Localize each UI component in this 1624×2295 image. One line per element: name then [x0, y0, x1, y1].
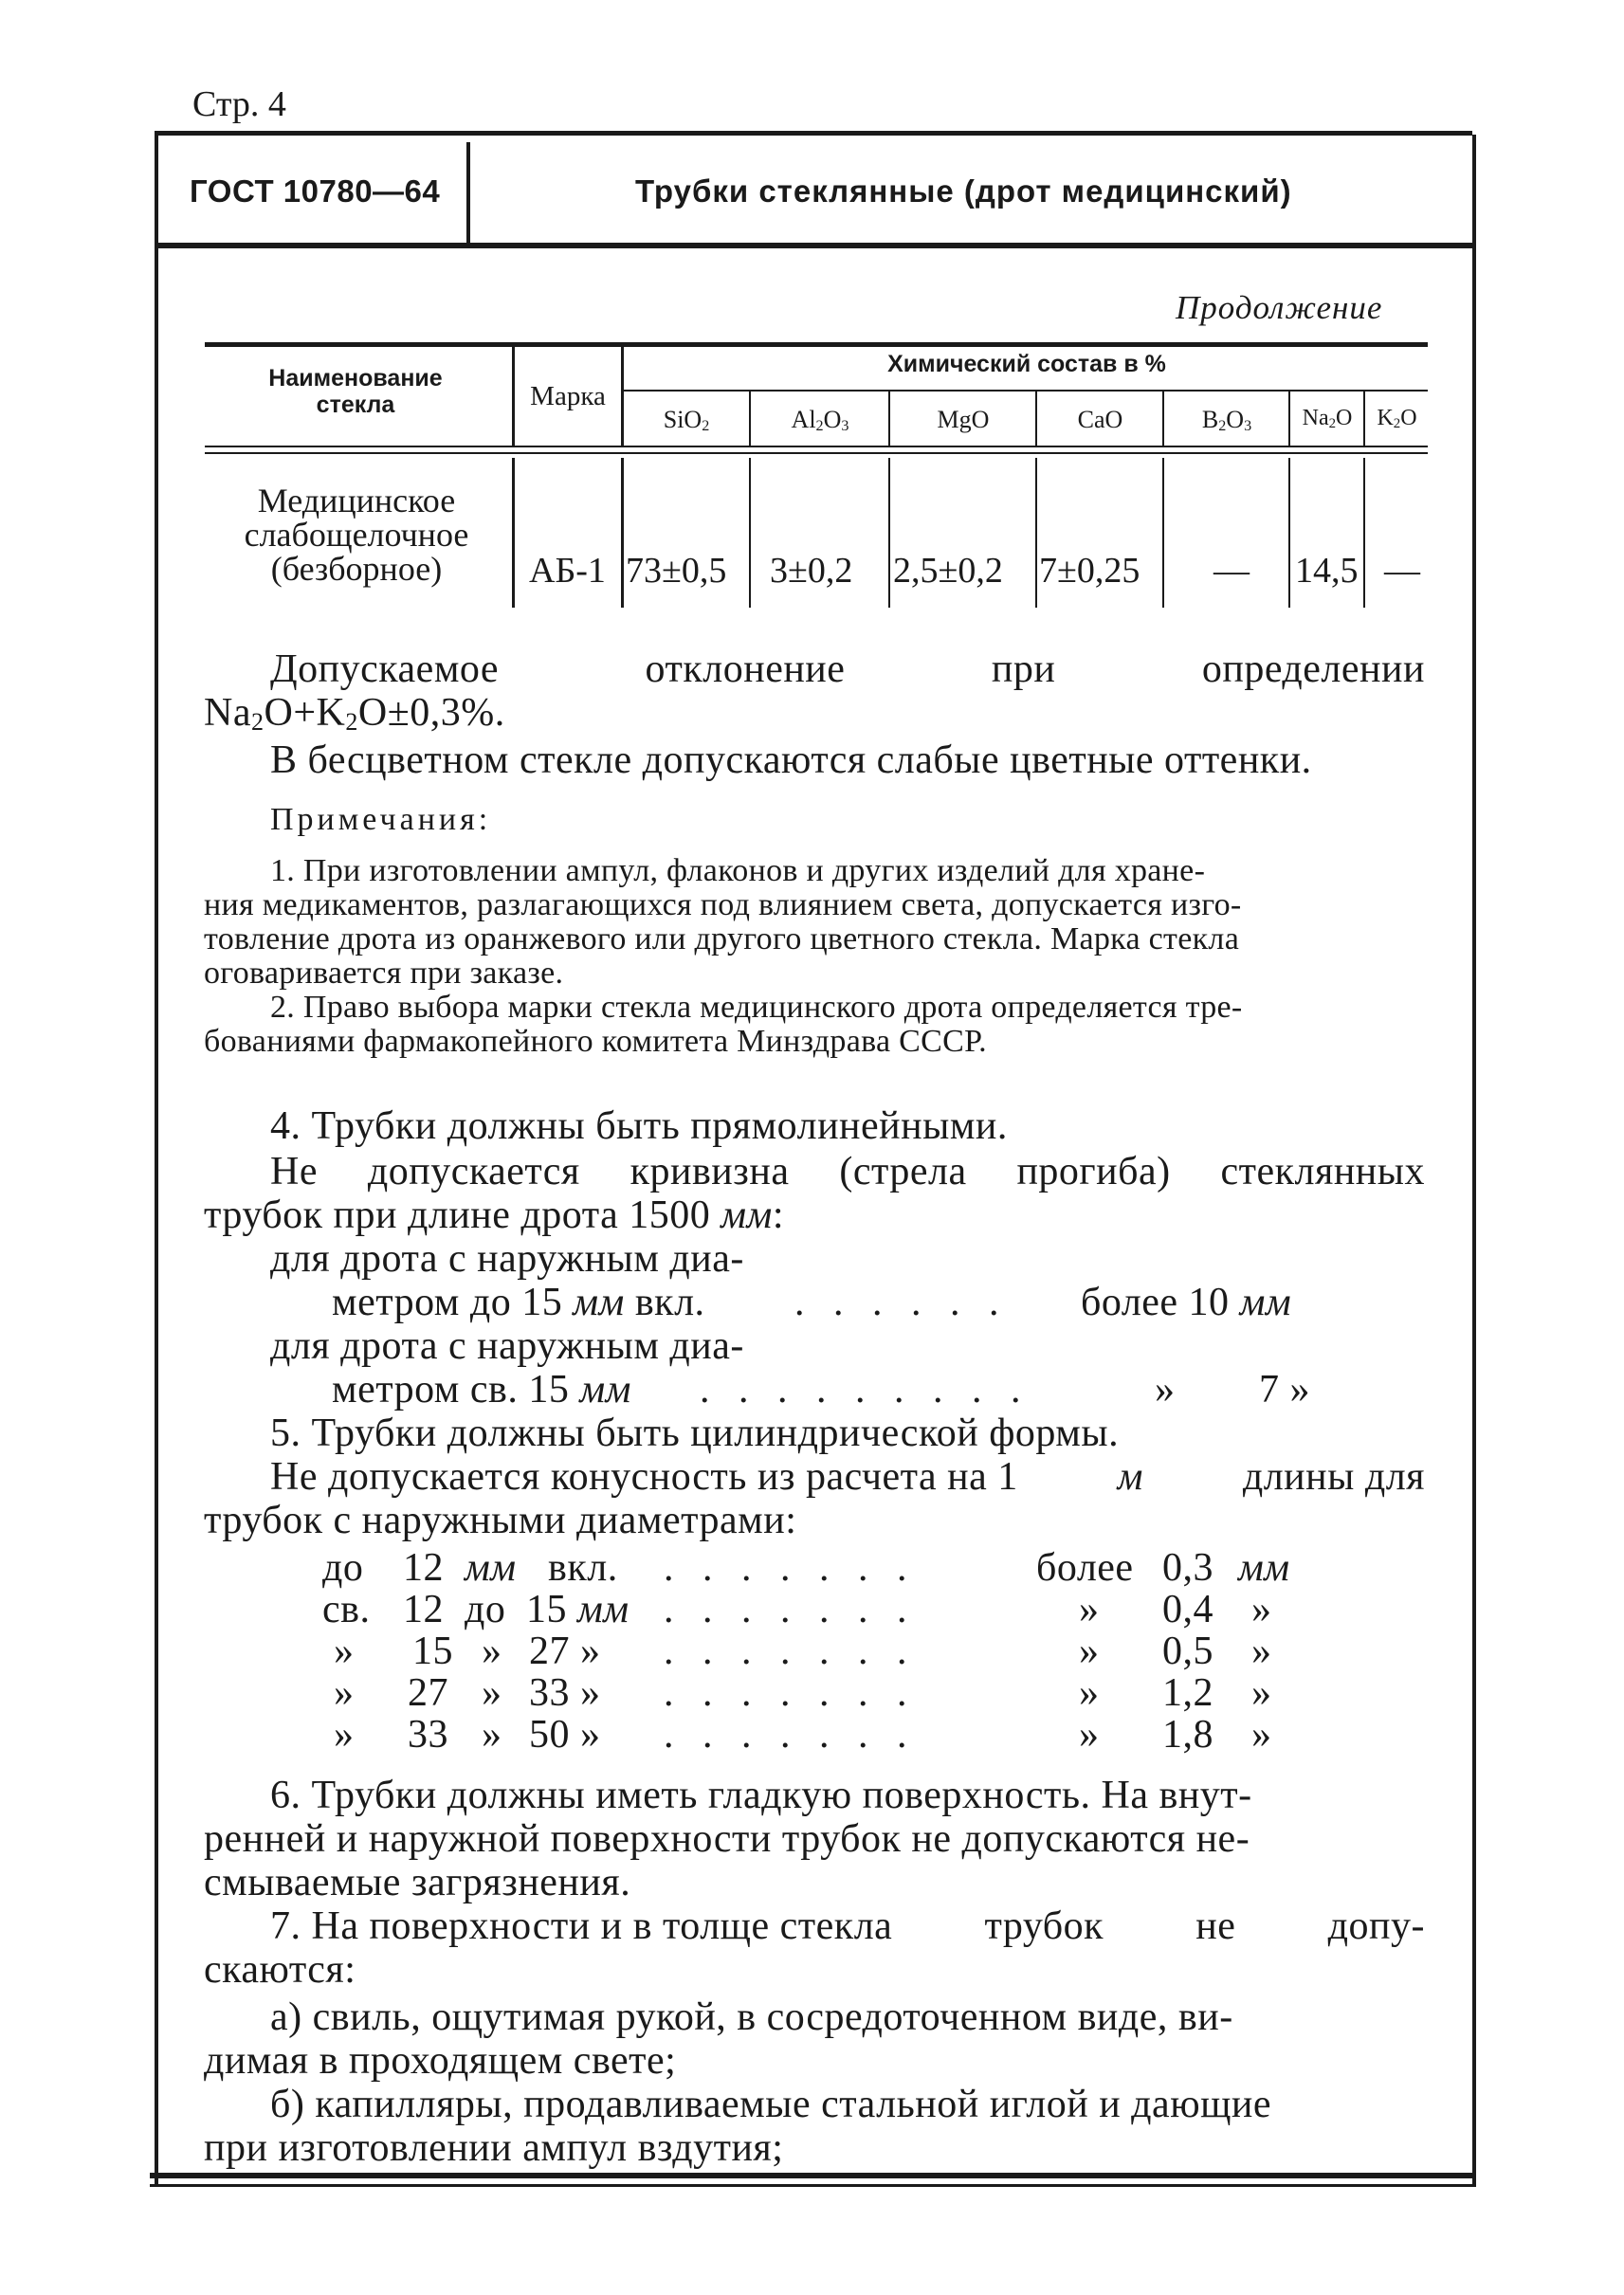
clause-4-row-1: метром до 15 мм вкл. — [332, 1281, 705, 1324]
note-1-line-3: товление дрота из оранжевого или другого цветного стекла. Марка стекла — [204, 921, 1240, 956]
cell-mgo: 2,5±0,2 — [893, 551, 1003, 591]
document-title: Трубки стеклянные (дрот медицинский) — [635, 173, 1292, 209]
header-glass-name: Наименование стекла — [268, 365, 443, 418]
continuation-label: Продолжение — [1176, 289, 1383, 326]
cell-na2o: 14,5 — [1295, 551, 1359, 591]
header-na2o: $Na_2O$ — [1302, 406, 1353, 431]
clause-4-row-1-lead: для дрота с наружным диа- — [270, 1237, 744, 1281]
clause-7-item-b-line-1: б) капилляры, продавливаемые стальной иглой и дающие — [270, 2083, 1272, 2126]
cell-sio2: 73±0,5 — [626, 551, 727, 591]
header-al2o3: $Al_2O_3$ — [791, 406, 849, 435]
clause-7-item-b-line-2: при изготовлении ампул вздутия; — [204, 2126, 784, 2170]
clause-4-line-2: трубок при длине дрота 1500 мм: — [204, 1193, 785, 1237]
cell-k2o: — — [1384, 551, 1420, 591]
clause-7-item-a-line-2: димая в проходящем свете; — [204, 2039, 677, 2083]
header-k2o: $K_2O$ — [1377, 406, 1417, 431]
notes-heading: Примечания: — [270, 802, 492, 837]
colorless-note: В бесцветном стекле допускаются слабые цветные оттенки. — [270, 738, 1312, 782]
clause-4-row-2-value: 7 » — [1259, 1368, 1310, 1412]
clause-5-line-2: трубок с наружными диаметрами: — [204, 1499, 797, 1542]
cell-grade: АБ-1 — [529, 551, 606, 591]
deviation-line-1: Допускаемое отклонение при определении — [270, 647, 1425, 691]
header-b2o3: $B_2O_3$ — [1201, 406, 1252, 435]
clause-6-line-3: смываемые загрязнения. — [204, 1861, 631, 1904]
header-mgo: MgO — [937, 406, 990, 433]
clause-4-row-2: метром св. 15 мм — [332, 1368, 631, 1412]
standard-number: ГОСТ 10780—64 — [190, 173, 441, 209]
cell-al2o3: 3±0,2 — [770, 551, 853, 591]
page-number: Стр. 4 — [192, 84, 286, 124]
row-glass-name: Медицинское слабощелочное (безборное) — [244, 482, 469, 588]
clause-5-title: 5. Трубки должны быть цилиндрической формы. — [270, 1412, 1120, 1455]
clause-4-row-1-dots: . . . . . . — [794, 1281, 1009, 1324]
clause-6-line-2: ренней и наружной поверхности трубок не допускаются не- — [204, 1817, 1250, 1861]
clause-7-line-2: скаются: — [204, 1948, 356, 1992]
clause-4-row-2-dots: . . . . . . . . . — [700, 1368, 1031, 1412]
clause-5-line-1: Не допускается конусность из расчета на 1 м длины для — [270, 1455, 1425, 1499]
clause-4-title: 4. Трубки должны быть прямолинейными. — [270, 1104, 1008, 1148]
header-cao: CaO — [1077, 406, 1123, 433]
clause-4-row-2-compare: » — [1155, 1368, 1176, 1412]
header-composition: Химический состав в % — [887, 351, 1166, 377]
header-bottom-rule — [155, 243, 1472, 248]
clause-4-row-1-value: более 10 мм — [1081, 1281, 1292, 1324]
frame-bottom-rule-thin — [150, 2184, 1475, 2187]
cell-cao: 7±0,25 — [1039, 551, 1140, 591]
note-2-line-1: 2. Право выбора марки стекла медицинского дрота определяется тре- — [270, 990, 1243, 1025]
note-1-line-4: оговаривается при заказе. — [204, 956, 564, 991]
note-2-line-2: бованиями фармакопейного комитета Минздрава СССР. — [204, 1024, 987, 1059]
header-divider — [466, 142, 470, 243]
clause-7-item-a-line-1: а) свиль, ощутимая рукой, в сосредоточенном виде, ви- — [270, 1995, 1233, 2039]
cell-b2o3: — — [1213, 551, 1250, 591]
header-grade: Марка — [530, 381, 606, 411]
clause-6-line-1: 6. Трубки должны иметь гладкую поверхность. На внут- — [270, 1774, 1252, 1817]
frame-bottom-rule — [150, 2173, 1475, 2178]
header-sio2: SiO$_2$ — [663, 406, 710, 435]
clause-4-row-2-lead: для дрота с наружным диа- — [270, 1324, 744, 1368]
clause-7-line-1: 7. На поверхности и в толще стекла трубок не допу- — [270, 1904, 1425, 1948]
clause-4-line-1: Не допускается кривизна (стрела прогиба) стеклянных — [270, 1150, 1425, 1193]
note-1-line-1: 1. При изготовлении ампул, флаконов и других изделий для хране- — [270, 853, 1206, 888]
note-1-line-2: ния медикаментов, разлагающихся под влиянием света, допускается изго- — [204, 887, 1242, 922]
deviation-formula: $Na_2O+K_2O\pm 0,3\%$. — [204, 691, 505, 737]
